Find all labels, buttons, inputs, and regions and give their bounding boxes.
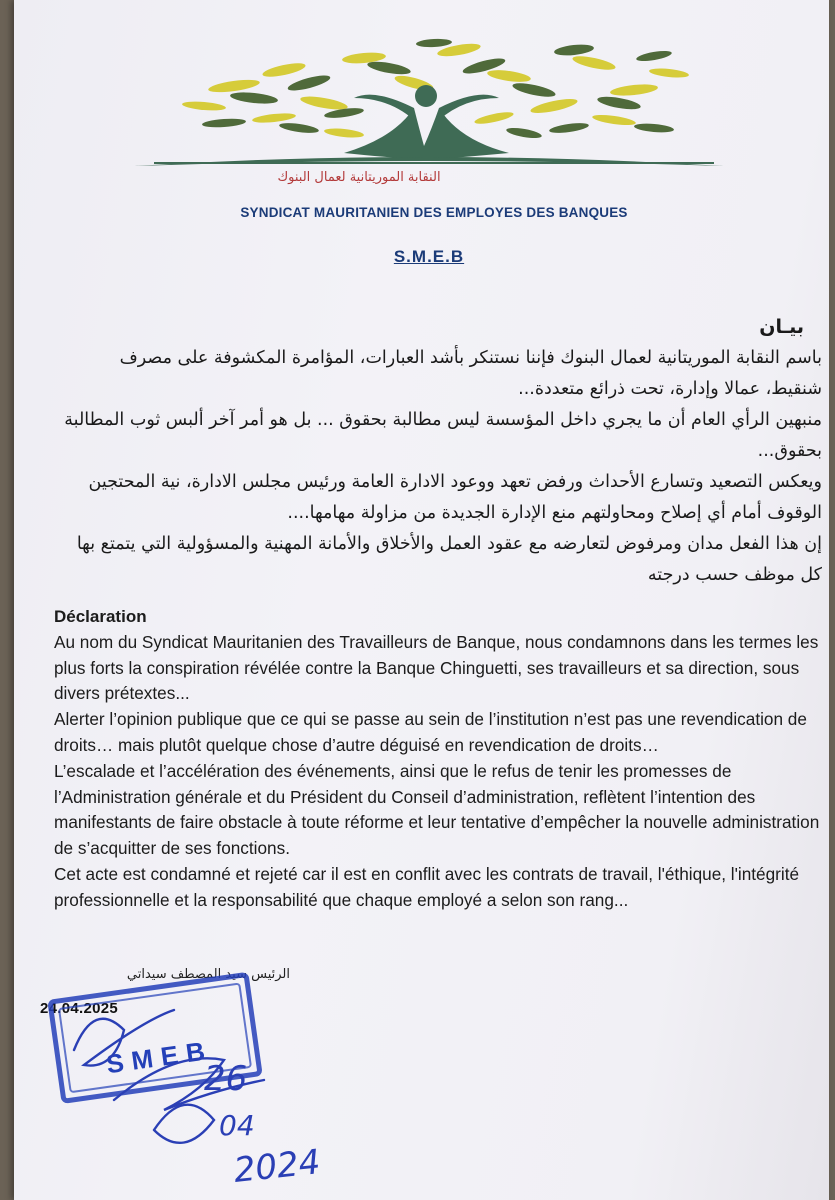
org-acronym: S.M.E.B [393, 247, 465, 266]
arabic-statement [62, 312, 822, 591]
signature-icon [54, 990, 334, 1200]
handwritten-year: 2024 [231, 1142, 323, 1191]
tree-logo-icon [114, 28, 734, 188]
org-name: SYNDICAT MAURITANIEN DES EMPLOYES DES BANQUES [240, 205, 628, 220]
french-title: Déclaration [54, 607, 147, 626]
handwritten-day: 26 [204, 1059, 248, 1099]
signature-date: 24.04.2025 [40, 1000, 119, 1017]
arabic-paragraph-1: باسم النقابة الموريتانية لعمال البنوك فإننا نستنكر بأشد العبارات، المؤامرة المكشوفة على مصرف شنقيط، عمالا وإدارة، تحت ذرائع متعددة... [119, 348, 822, 399]
arabic-paragraph-4: إن هذا الفعل مدان ومرفوض لتعارضه مع عقود العمل والأخلاق والأمانة المهنية والمسؤولية التي يتمتع بها كل موظف حسب درجته [76, 534, 822, 585]
arabic-paragraph-3: ويعكس التصعيد وتسارع الأحداث ورفض تعهد ووعود الادارة العامة ورئيس مجلس الادارة، نية المحتجين الوقوف أمام أي إصلاح ومحاولتهم منع الإدارة الجديدة من مزاولة مهامها.... [88, 472, 822, 523]
handwritten-month: 04 [219, 1109, 255, 1142]
french-statement [54, 604, 829, 914]
french-paragraph-3: L’escalade et l’accélération des événements, ainsi que le refus de tenir les promesses de l’Administration générale et du Président du Conseil d’administration, reflètent l’intention des manifestants de faire obstacle à toute réforme et leur tentative d’empêcher la nouvelle administration de s’acquitter de ses fonctions. [54, 760, 820, 859]
org-arabic-name: النقابة الموريتانية لعمال البنوك [277, 170, 441, 185]
signatory-name: الرئيس سيد المصطف سيداتي [126, 967, 290, 982]
french-paragraph-2: Alerter l’opinion publique que ce qui se passe au sein de l’institution n’est pas une revendication de droits… mais plutôt quelque chose d’autre déguisé en revendication de droits… [54, 709, 807, 755]
french-paragraph-4: Cet acte est condamné et rejeté car il est en conflit avec les contrats de travail, l'éthique, l'intégrité professionnelle et la responsabilité que chaque employé a selon son rang... [54, 863, 800, 910]
stamp-text: SMEB [104, 1034, 215, 1080]
arabic-paragraph-2: منبهين الرأي العام أن ما يجري داخل المؤسسة ليس مطالبة بحقوق ... بل هو أمر آخر ألبس ثوب المطالبة بحقوق... [64, 410, 822, 461]
arabic-title: بيـان [759, 316, 804, 338]
french-paragraph-1: Au nom du Syndicat Mauritanien des Travailleurs de Banque, nous condamnons dans les termes les plus forts la conspiration révélée contre la Banque Chinguetti, ses travailleurs et sa direction, sous divers prétextes... [54, 631, 819, 704]
document-sheet [14, 0, 829, 1200]
